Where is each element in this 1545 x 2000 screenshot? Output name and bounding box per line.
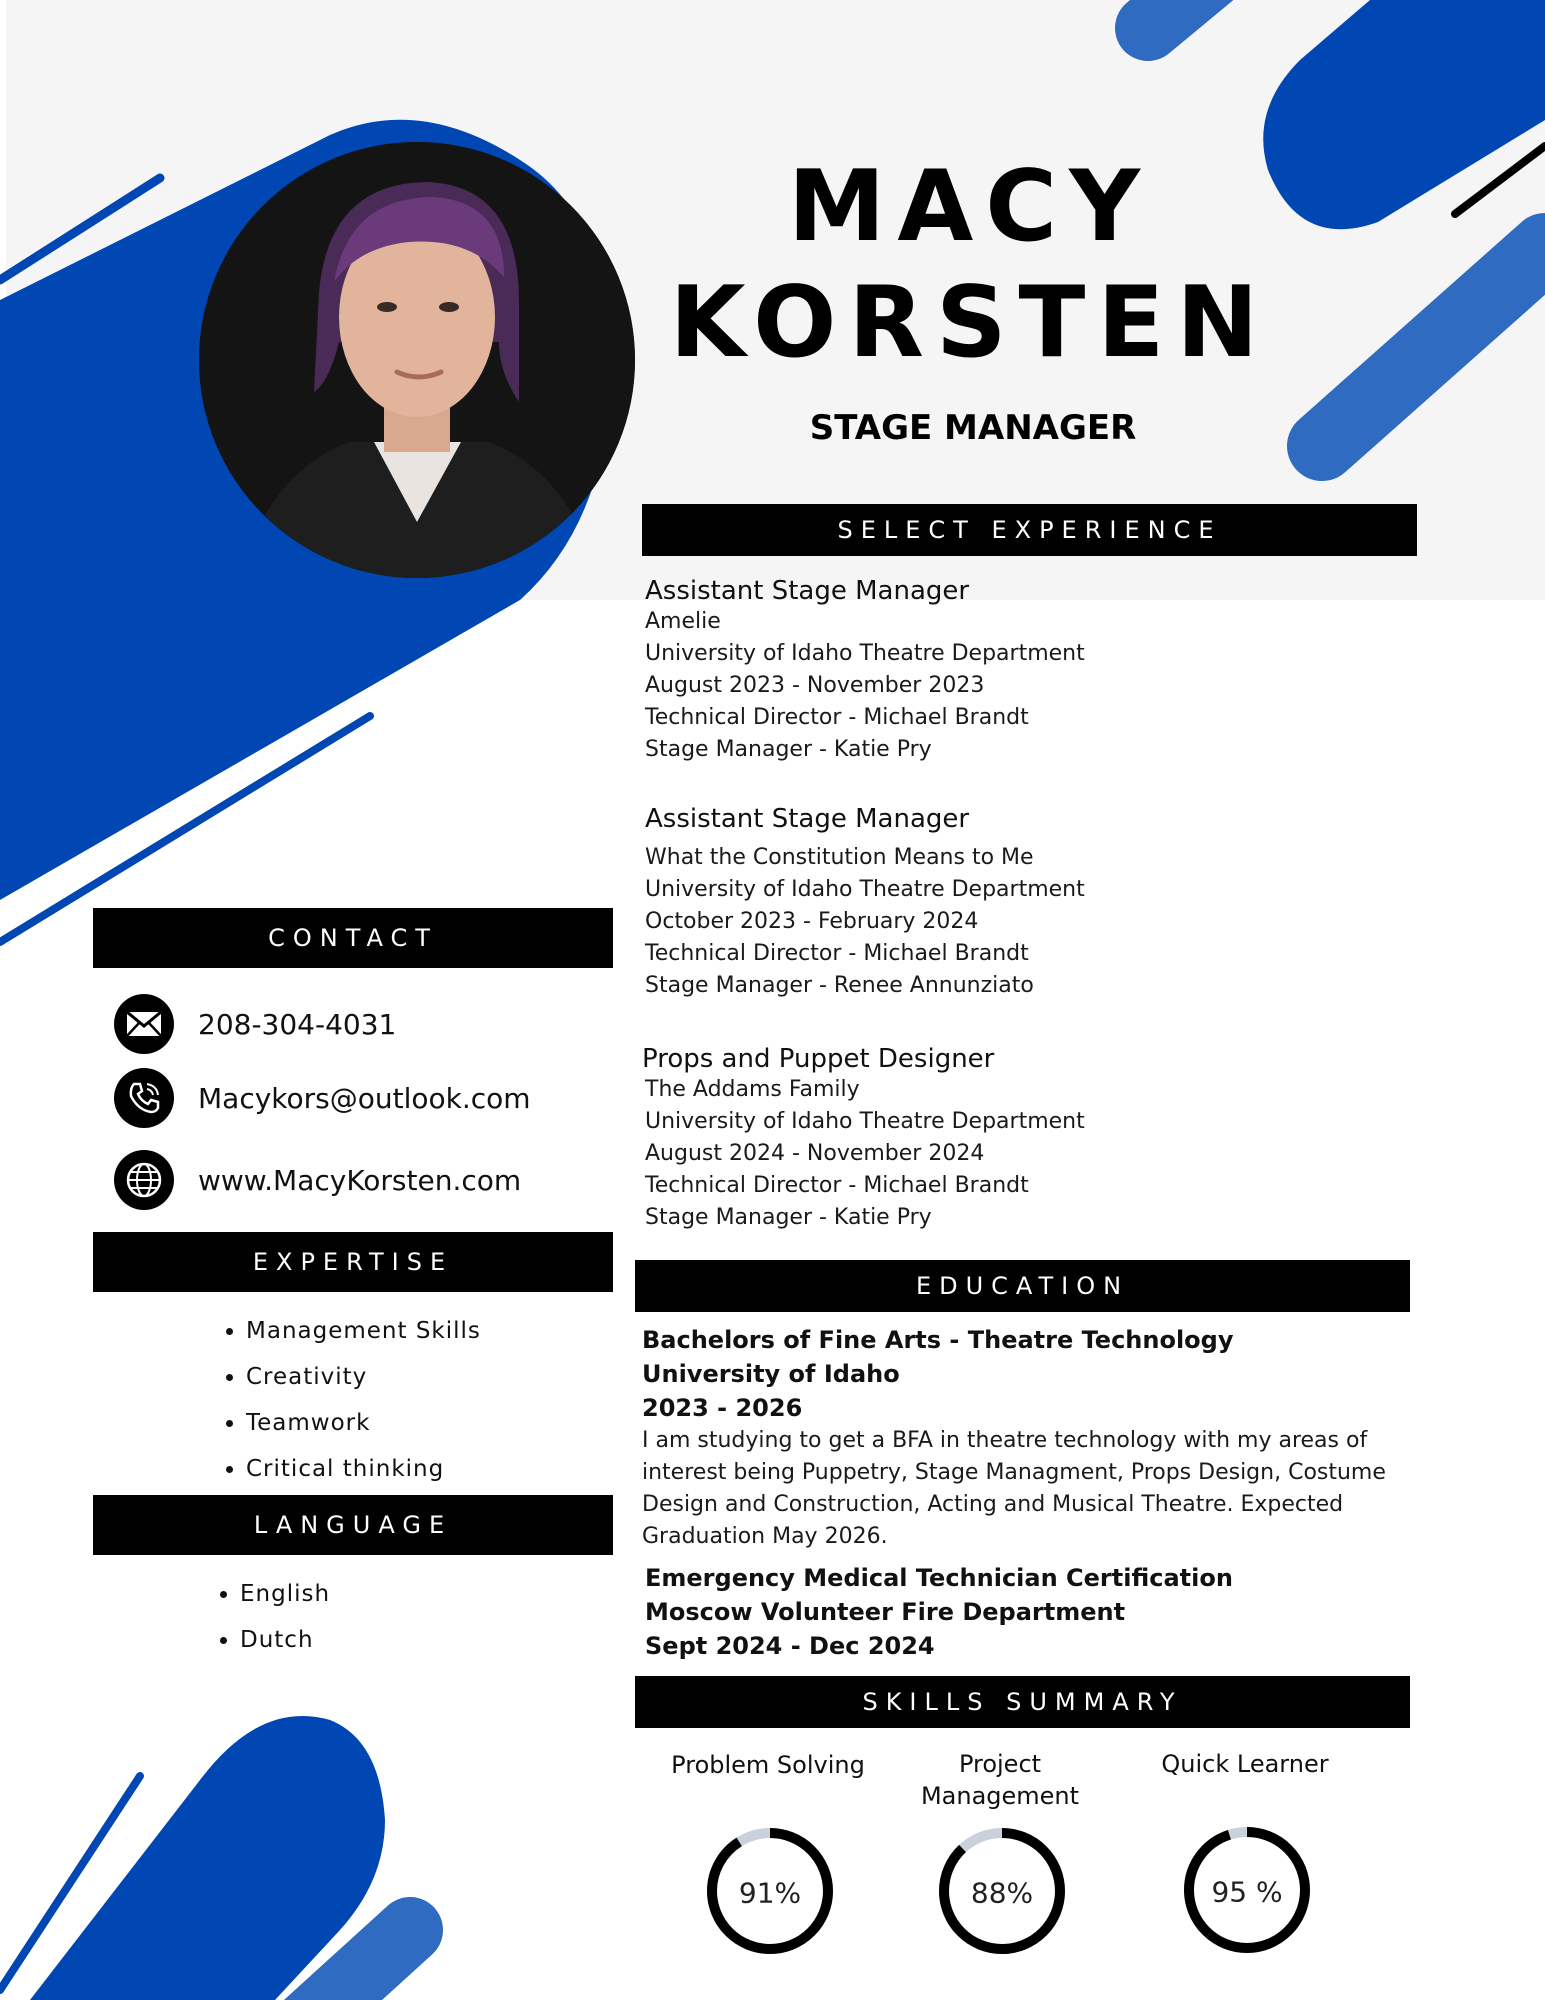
expertise-heading-bar — [93, 1232, 613, 1292]
job-line: Technical Director - Michael Brandt — [645, 1173, 1029, 1198]
list-item: • Creativity — [246, 1354, 481, 1400]
education-block — [642, 1323, 1418, 1663]
degree-years: 2023 - 2026 — [642, 1394, 803, 1422]
globe-icon — [114, 1150, 174, 1210]
job-line: What the Constitution Means to Me — [645, 845, 1034, 870]
skill-ring — [944, 1833, 1060, 1949]
phone-icon — [114, 1068, 174, 1128]
job-title: Assistant Stage Manager — [645, 804, 970, 834]
skill-percent: 91% — [738, 1876, 802, 1910]
skill-label: Project Management — [920, 1750, 1080, 1810]
experience-item — [645, 576, 1425, 766]
job-line: The Addams Family — [645, 1077, 860, 1102]
expertise-heading: EXPERTISE — [252, 1248, 454, 1276]
job-line: Stage Manager - Katie Pry — [645, 1205, 932, 1230]
contact-website — [114, 1150, 521, 1210]
job-line: Technical Director - Michael Brandt — [645, 705, 1029, 730]
last-name: KORSTEN — [669, 266, 1271, 380]
skill-ring — [1189, 1832, 1305, 1948]
job-title: Props and Puppet Designer — [642, 1044, 995, 1074]
education-heading-bar — [635, 1260, 1410, 1312]
skill-percent: 95 % — [1211, 1875, 1283, 1909]
degree: Bachelors of Fine Arts - Theatre Technology — [642, 1326, 1234, 1354]
job-line: University of Idaho Theatre Department — [645, 641, 1085, 666]
contact-email — [114, 1068, 531, 1128]
contact-heading-bar — [93, 908, 613, 968]
contact-text[interactable]: Macykors@outlook.com — [198, 1081, 531, 1115]
list-item: • Critical thinking — [246, 1446, 481, 1492]
certification-dates: Sept 2024 - Dec 2024 — [645, 1632, 935, 1660]
list-item: • Teamwork — [246, 1400, 481, 1446]
language-list — [214, 1571, 330, 1663]
contact-heading: CONTACT — [268, 924, 438, 952]
job-line: Amelie — [645, 609, 721, 634]
job-line: University of Idaho Theatre Department — [645, 1109, 1085, 1134]
list-item: • Management Skills — [246, 1308, 481, 1354]
language-heading-bar — [93, 1495, 613, 1555]
job-line: August 2024 - November 2024 — [645, 1141, 985, 1166]
job-line: August 2023 - November 2023 — [645, 673, 985, 698]
envelope-icon — [114, 994, 174, 1054]
language-heading: LANGUAGE — [253, 1511, 453, 1539]
skill-label: Problem Solving — [671, 1751, 865, 1779]
portrait-illustration — [199, 142, 635, 578]
job-line: October 2023 - February 2024 — [645, 909, 979, 934]
profile-photo — [199, 142, 635, 578]
expertise-list — [220, 1308, 481, 1492]
job-line: Stage Manager - Renee Annunziato — [645, 973, 1034, 998]
skill-rings — [690, 1820, 1340, 1970]
certification: Emergency Medical Technician Certification — [645, 1564, 1233, 1592]
skill-percent: 88% — [970, 1876, 1034, 1910]
skills-heading: SKILLS SUMMARY — [862, 1688, 1183, 1716]
experience-item — [642, 1044, 1422, 1234]
contact-text[interactable]: www.MacyKorsten.com — [198, 1163, 522, 1197]
school: University of Idaho — [642, 1360, 900, 1388]
education-heading: EDUCATION — [915, 1272, 1130, 1300]
list-item: • English — [240, 1571, 330, 1617]
job-role: STAGE MANAGER — [809, 408, 1137, 448]
skills-heading-bar — [635, 1676, 1410, 1728]
list-item: • Dutch — [240, 1617, 330, 1663]
experience-heading-bar — [642, 504, 1417, 556]
certification-org: Moscow Volunteer Fire Department — [645, 1598, 1126, 1626]
job-line: Stage Manager - Katie Pry — [645, 737, 932, 762]
experience-heading: SELECT EXPERIENCE — [837, 516, 1222, 544]
contact-text[interactable]: 208-304-4031 — [198, 1007, 397, 1041]
skill-ring — [712, 1833, 828, 1949]
job-title: Assistant Stage Manager — [645, 576, 970, 606]
degree-description: I am studying to get a BFA in theatre technology with my areas of interest being Puppetry, Stage Managment, Props Design, Costume Design and Construction, Acting and Musical Theatre. Expected Graduation May 2026. — [642, 1428, 1386, 1549]
job-line: University of Idaho Theatre Department — [645, 877, 1085, 902]
experience-item — [645, 804, 1425, 1002]
contact-phone — [114, 994, 396, 1054]
skill-label: Quick Learner — [1161, 1750, 1329, 1778]
job-line: Technical Director - Michael Brandt — [645, 941, 1029, 966]
first-name: MACY — [787, 150, 1153, 264]
